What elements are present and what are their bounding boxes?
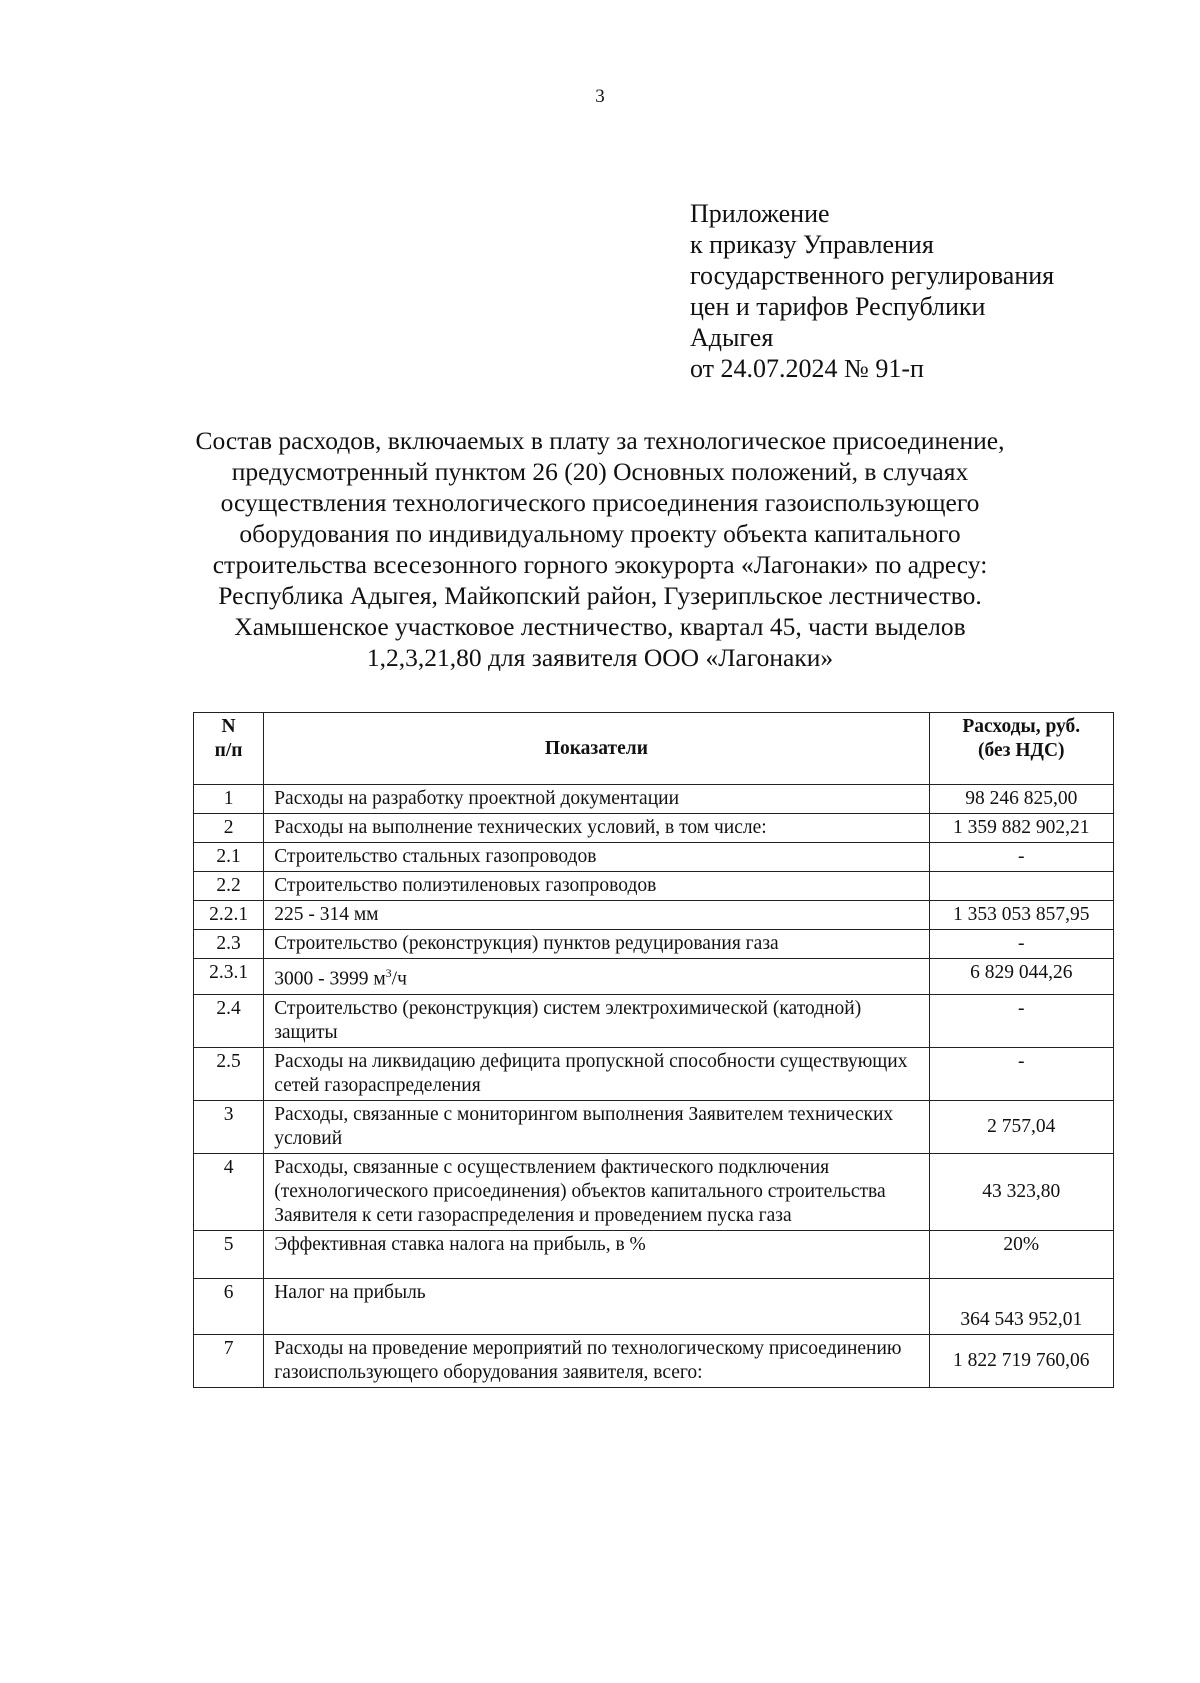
row-value: 98 246 825,00 [929,785,1113,814]
row-value: - [929,1047,1113,1100]
appendix-line: Приложение [690,199,830,228]
header-num-line: N [221,716,236,737]
table-row [194,1153,1114,1230]
row-num: 2 [194,814,264,843]
row-value: 6 829 044,26 [929,959,1113,995]
row-value: 1 353 053 857,95 [929,901,1113,930]
row-value: - [929,843,1113,872]
table-row [194,1230,1114,1278]
appendix-line: государственного регулирования [690,261,1055,290]
row-num: 6 [194,1278,264,1334]
row-value: - [929,994,1113,1047]
appendix-line: цен и тарифов Республики [690,292,986,321]
row-indicator: Расходы, связанные с осуществлением фактического подключения (технологического присоединения) объектов капитального строительства Заявителя к сети газораспределения и проведением пуска газа [264,1153,929,1230]
row-value: 43 323,80 [929,1153,1113,1230]
row-num: 5 [194,1230,264,1278]
header-value [929,713,1113,785]
table-row [194,1334,1114,1387]
row-num: 2.2.1 [194,901,264,930]
appendix-block [690,198,1130,384]
row-value [929,872,1113,901]
header-indicator: Показатели [264,713,929,785]
title-line: Республика Адыгея, Майкопский район, Гузерипльское лестничество. [218,581,982,610]
row-indicator: Эффективная ставка налога на прибыль, в % [264,1230,929,1278]
row-indicator: Строительство (реконструкция) систем электрохимической (катодной) защиты [264,994,929,1047]
title-line: строительства всесезонного горного экокурорта «Лагонаки» по адресу: [212,550,988,579]
row-value: 1 359 882 902,21 [929,814,1113,843]
row-num: 2.2 [194,872,264,901]
appendix-line: от 24.07.2024 № 91-п [690,354,924,383]
row-num: 2.5 [194,1047,264,1100]
table-row [194,901,1114,930]
title-line: предусмотренный пунктом 26 (20) Основных положений, в случаях [231,457,969,486]
row-value: - [929,930,1113,959]
table-row [194,1100,1114,1153]
row-num: 3 [194,1100,264,1153]
header-num-line: п/п [214,740,243,761]
table-row [194,785,1114,814]
title-line: Хамышенское участковое лестничество, квартал 45, части выделов [234,612,966,641]
appendix-line: к приказу Управления [690,230,934,259]
row-value: 1 822 719 760,06 [929,1334,1113,1387]
document-title [150,425,1050,673]
row-value: 2 757,04 [929,1100,1113,1153]
row-indicator: Налог на прибыль [264,1278,929,1334]
row-num: 2.4 [194,994,264,1047]
header-num [194,713,264,785]
table-row [194,959,1114,995]
row-indicator [264,959,929,995]
table-header-row [194,713,1114,785]
table-row [194,1278,1114,1334]
table-row [194,1047,1114,1100]
title-line: Состав расходов, включаемых в плату за технологическое присоединение, [195,426,1005,455]
row-indicator: Расходы на ликвидацию дефицита пропускной способности существующих сетей газораспределения [264,1047,929,1100]
row-num: 1 [194,785,264,814]
title-line: 1,2,3,21,80 для заявителя ООО «Лагонаки» [366,643,834,672]
row-value: 364 543 952,01 [929,1278,1113,1334]
row-indicator: Расходы на выполнение технических условий, в том числе: [264,814,929,843]
row-indicator: Расходы, связанные с мониторингом выполнения Заявителем технических условий [264,1100,929,1153]
row-indicator-text: 3000 - 3999 м [274,968,386,990]
row-indicator-suffix: /ч [391,968,407,990]
row-indicator: Расходы на проведение мероприятий по технологическому присоединению газоиспользующего оборудования заявителя, всего: [264,1334,929,1387]
title-line: осуществления технологического присоединения газоиспользующего [220,488,980,517]
costs-table [193,712,1114,1388]
table-row [194,930,1114,959]
header-value-line: Расходы, руб. [962,716,1081,737]
table-row [194,843,1114,872]
appendix-line: Адыгея [690,323,774,352]
row-num: 2.3.1 [194,959,264,995]
header-value-line: (без НДС) [978,740,1065,761]
table-row [194,814,1114,843]
title-line: оборудования по индивидуальному проекту объекта капитального [239,519,961,548]
table-row [194,872,1114,901]
table-row [194,994,1114,1047]
row-indicator: Строительство стальных газопроводов [264,843,929,872]
row-indicator-sup: 3 [385,966,392,980]
row-value: 20% [929,1230,1113,1278]
row-indicator: Строительство (реконструкция) пунктов редуцирования газа [264,930,929,959]
row-indicator: Строительство полиэтиленовых газопроводов [264,872,929,901]
row-num: 4 [194,1153,264,1230]
row-num: 7 [194,1334,264,1387]
row-num: 2.1 [194,843,264,872]
row-indicator: 225 - 314 мм [264,901,929,930]
row-indicator: Расходы на разработку проектной документации [264,785,929,814]
row-num: 2.3 [194,930,264,959]
page-number: 3 [595,86,605,107]
